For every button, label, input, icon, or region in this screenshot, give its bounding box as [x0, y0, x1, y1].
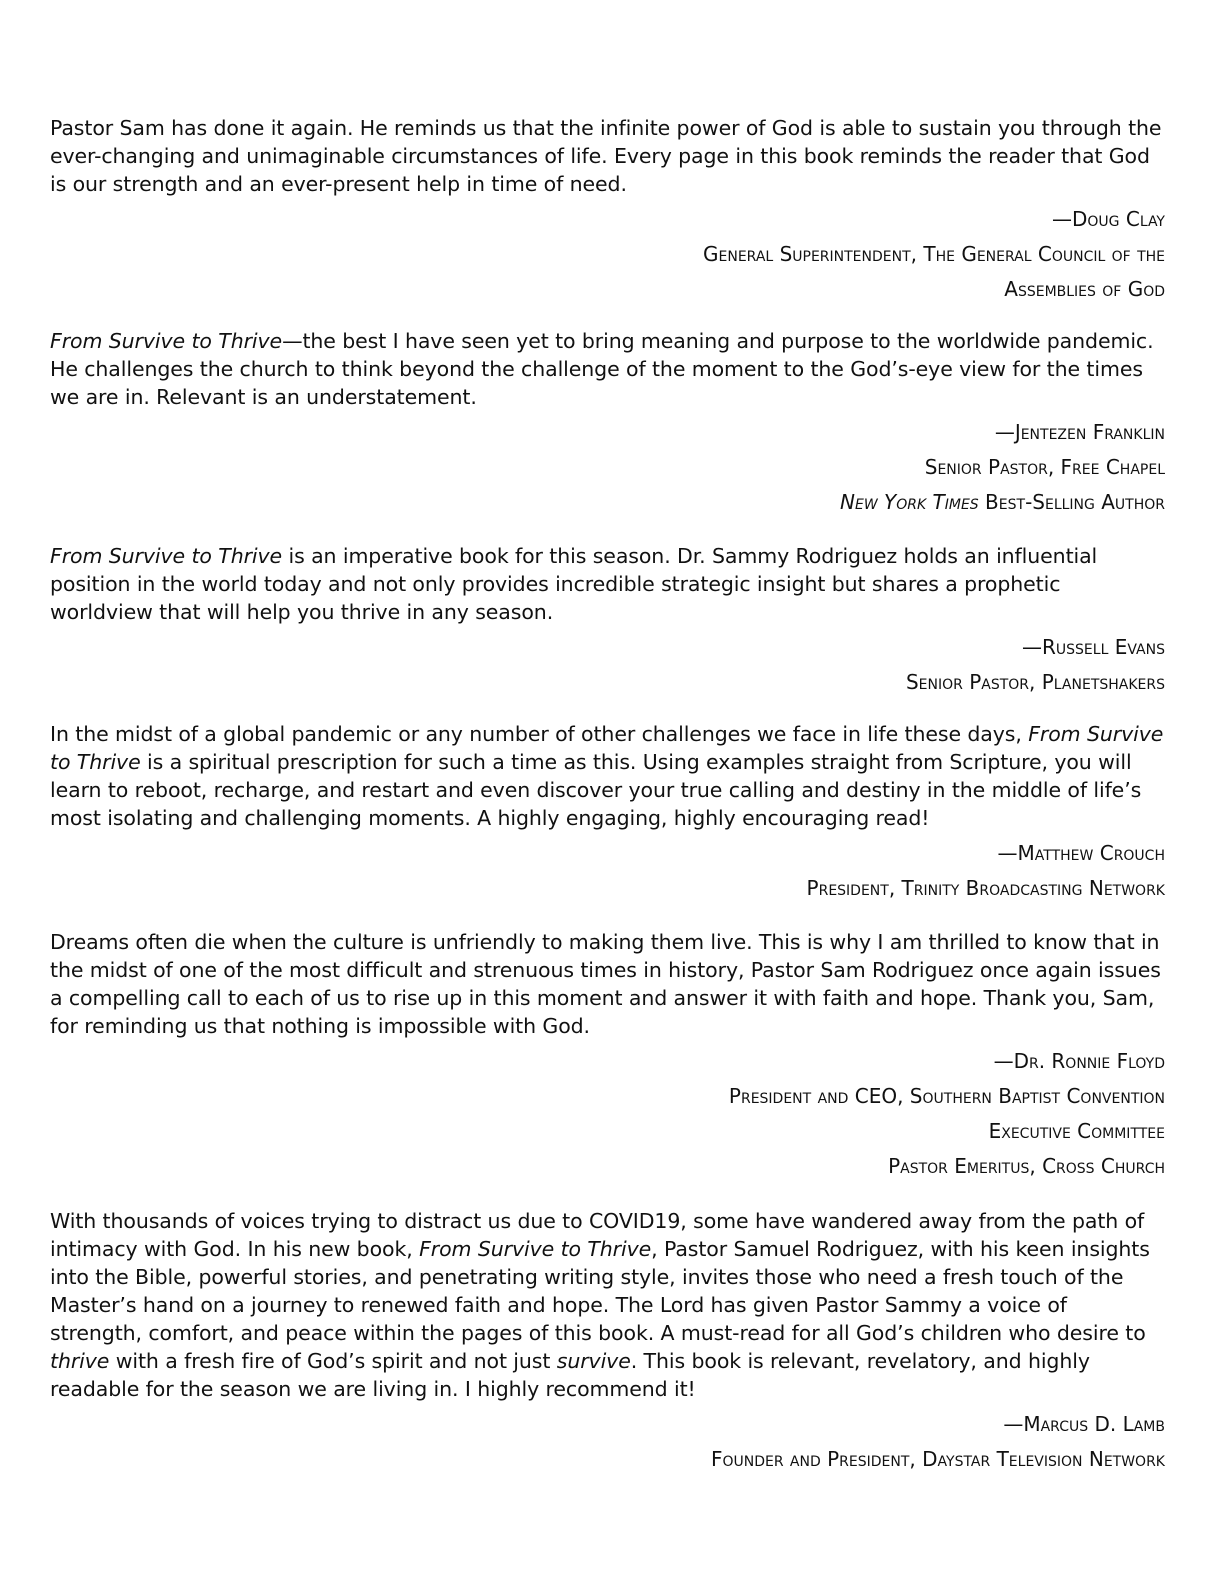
endorser-title: Assemblies of God [1004, 277, 1165, 301]
endorser-name: —Marcus D. Lamb [1003, 1412, 1165, 1436]
endorsement-russell-evans [50, 542, 1165, 700]
quote-text: With thousands of voices trying to distract us due to COVID19, some have wandered away from the path of intimacy with God. In his new book, [50, 1209, 1145, 1261]
emphasis-thrive: thrive [50, 1349, 110, 1373]
endorsement-quote [50, 114, 1165, 198]
endorsement-jentezen-franklin [50, 327, 1165, 520]
endorser-title-rest: Best-Selling Author [978, 490, 1165, 514]
book-title: From Survive to Thrive [419, 1237, 652, 1261]
endorsement-quote [50, 1207, 1165, 1403]
endorser-name: —Russell Evans [1022, 635, 1165, 659]
endorser-title [50, 485, 1165, 520]
quote-text: . This book is relevant, revelatory, and highly readable for the season we are living in. I highly recommend it! [50, 1349, 1090, 1401]
endorser-title: President and CEO, Southern Baptist Convention [728, 1084, 1165, 1108]
book-title: From Survive to Thrive [50, 722, 1164, 774]
endorsement-quote [50, 542, 1165, 626]
emphasis-survive: survive [556, 1349, 631, 1373]
book-title: From Survive to Thrive [50, 329, 283, 353]
quote-text: Dreams often die when the culture is unfriendly to making them live. This is why I am thrilled to know that in the midst of one of the most difficult and strenuous times in history, Pastor Sam Rodriguez once again issues a compelling call to each of us to rise up in this moment and answer it with faith and hope. Thank you, Sam, for reminding us that nothing is impossible with God. [50, 930, 1161, 1038]
endorser-name: —Matthew Crouch [997, 841, 1165, 865]
quote-text: In the midst of a global pandemic or any number of other challenges we face in life these days, [50, 722, 1029, 746]
quote-text: , Pastor Samuel Rodriguez, with his keen insights into the Bible, powerful stories, and penetrating writing style, invites those who need a fresh touch of the Master’s hand on a journey to renewed faith and hope. The Lord has given Pastor Sammy a voice of strength, comfort, and peace within the pages of this book. A must-read for all God’s children who desire to [50, 1237, 1150, 1345]
endorsement-quote [50, 720, 1165, 832]
endorser-title: General Superintendent, The General Council of the [703, 242, 1165, 266]
endorser-title: Founder and President, Daystar Television Network [710, 1447, 1165, 1471]
endorser-name: —Jentezen Franklin [994, 420, 1165, 444]
endorsement-quote [50, 928, 1165, 1040]
publication-name: New York Times [840, 490, 979, 514]
endorsement-quote [50, 327, 1165, 411]
endorser-title: Senior Pastor, Free Chapel [924, 455, 1165, 479]
endorser-title: Executive Committee [988, 1119, 1165, 1143]
quote-text: with a fresh fire of God’s spirit and not just [109, 1349, 557, 1373]
quote-text: is a spiritual prescription for such a time as this. Using examples straight from Scripture, you will learn to reboot, recharge, and restart and even discover your true calling and destiny in the middle of life’s most isolating and challenging moments. A highly engaging, highly encouraging read! [50, 750, 1142, 830]
endorsement-doug-clay [50, 114, 1165, 307]
endorser-title: President, Trinity Broadcasting Network [806, 876, 1165, 900]
quote-text: —the best I have seen yet to bring meaning and purpose to the worldwide pandemic. He challenges the church to think beyond the challenge of the moment to the God’s-eye view for the times we are in. Relevant is an understatement. [50, 329, 1154, 409]
endorser-title: Senior Pastor, Planetshakers [905, 670, 1165, 694]
endorsement-ronnie-floyd [50, 928, 1165, 1184]
endorser-name: —Dr. Ronnie Floyd [993, 1049, 1165, 1073]
quote-text: is an imperative book for this season. Dr. Sammy Rodriguez holds an influential position in the world today and not only provides incredible strategic insight but shares a prophetic worldview that will help you thrive in any season. [50, 544, 1098, 624]
endorsement-marcus-lamb [50, 1207, 1165, 1477]
quote-text: Pastor Sam has done it again. He reminds us that the infinite power of God is able to sustain you through the ever-changing and unimaginable circumstances of life. Every page in this book reminds the reader that God is our strength and an ever-present help in time of need. [50, 116, 1162, 196]
endorsement-matthew-crouch [50, 720, 1165, 906]
endorser-title: Pastor Emeritus, Cross Church [888, 1154, 1165, 1178]
endorser-name: —Doug Clay [1051, 207, 1165, 231]
book-title: From Survive to Thrive [50, 544, 283, 568]
